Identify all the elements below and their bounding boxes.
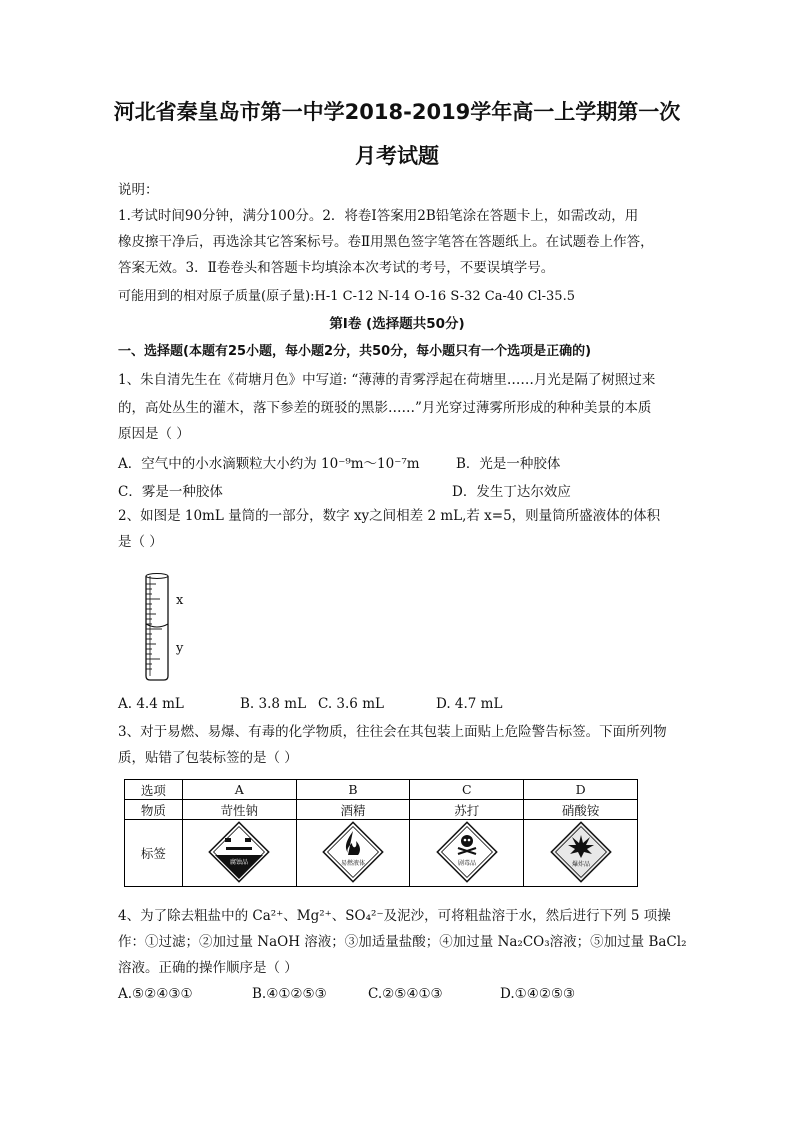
- label-cell-a: [182, 820, 296, 887]
- q4-option-d: D.①④②⑤③: [500, 986, 576, 1002]
- q2-text-2: 是（ ）: [118, 534, 163, 550]
- mark-x: x: [176, 593, 184, 608]
- explosive-label-icon: [550, 821, 612, 883]
- q4-text-2: 作：①过滤；②加过量 NaOH 溶液；③加适量盐酸；④加过量 Na₂CO₃溶液；⑤加过量 BaCl₂: [118, 934, 687, 950]
- hazard-label-table: [124, 779, 638, 887]
- label-text-a: 腐蚀品: [230, 858, 249, 866]
- row-label-option: 选项: [125, 780, 183, 800]
- substance-b: 酒精: [296, 800, 410, 820]
- q4-option-a: A.⑤②④③①: [118, 986, 193, 1002]
- row-label-tag: 标签: [125, 820, 183, 887]
- q2-option-a: A. 4.4 mL: [118, 696, 184, 712]
- q1-option-a: A．空气中的小水滴颗粒大小约为 10⁻⁹m～10⁻⁷m: [118, 456, 420, 472]
- q2-option-c: C. 3.6 mL: [318, 696, 384, 712]
- q2-text-1: 2、如图是 10mL 量筒的一部分，数字 xy之间相差 2 mL,若 x=5，则量筒所盛液体的体积: [118, 508, 661, 524]
- page-title-line2: 月考试题: [355, 144, 439, 168]
- section-heading: 一、选择题(本题有25小题，每小题2分，共50分，每小题只有一个选项是正确的): [118, 344, 592, 359]
- q1-option-d: D．发生丁达尔效应: [452, 484, 571, 500]
- substance-c: 苏打: [410, 800, 524, 820]
- label-text-c: 剧毒品: [457, 859, 476, 867]
- graduated-cylinder-figure: [138, 572, 208, 688]
- q1-option-b: B．光是一种胶体: [456, 456, 561, 472]
- intro-text-1: 1.考试时间90分钟，满分100分。2．将卷Ⅰ答案用2B铅笔涂在答题卡上，如需改动，用: [118, 208, 639, 224]
- flammable-liquid-label-icon: [322, 821, 384, 883]
- corrosive-label-icon: [208, 821, 270, 883]
- volume-heading: 第Ⅰ卷 (选择题共50分): [329, 316, 465, 332]
- intro-text-3: 答案无效。3．Ⅱ卷卷头和答题卡均填涂本次考试的考号，不要误填学号。: [118, 260, 555, 276]
- option-a-header: A: [182, 780, 296, 800]
- q3-text-2: 质，贴错了包装标签的是（ ）: [118, 750, 298, 766]
- toxic-label-icon: [436, 821, 498, 883]
- q4-option-b: B.④①②⑤③: [252, 986, 327, 1002]
- q1-text-3: 原因是（ ）: [118, 426, 190, 442]
- option-b-header: B: [296, 780, 410, 800]
- intro-text-2: 橡皮擦干净后，再选涂其它答案标号。卷Ⅱ用黑色签字笔答在答题纸上。在试题卷上作答，: [118, 234, 654, 250]
- option-d-header: D: [524, 780, 638, 800]
- q2-option-d: D. 4.7 mL: [436, 696, 503, 712]
- q4-text-1: 4、为了除去粗盐中的 Ca²⁺、Mg²⁺、SO₄²⁻及泥沙，可将粗盐溶于水，然后进行下列 5 项操: [118, 908, 671, 924]
- label-text-d: 爆炸品: [571, 860, 590, 868]
- label-cell-b: [296, 820, 410, 887]
- option-c-header: C: [410, 780, 524, 800]
- row-label-substance: 物质: [125, 800, 183, 820]
- q1-option-c: C．雾是一种胶体: [118, 484, 223, 500]
- page-title: 河北省秦皇岛市第一中学2018-2019学年高一上学期第一次: [113, 100, 681, 124]
- mark-y: y: [176, 641, 184, 656]
- intro-heading: 说明：: [118, 182, 159, 198]
- q4-text-3: 溶液。正确的操作顺序是（ ）: [118, 960, 298, 976]
- q2-option-b: B. 3.8 mL: [240, 696, 307, 712]
- label-cell-c: [410, 820, 524, 887]
- q1-text-2: 的，高处丛生的灌木，落下参差的斑驳的黑影……”月光穿过薄雾所形成的种种美景的本质: [118, 400, 652, 416]
- atomic-masses: 可能用到的相对原子质量(原子量):H-1 C-12 N-14 O-16 S-32 Ca-40 Cl-35.5: [118, 289, 575, 304]
- substance-a: 苛性钠: [182, 800, 296, 820]
- label-cell-d: [524, 820, 638, 887]
- graduated-cylinder-icon: [138, 572, 208, 684]
- q4-option-c: C.②⑤④①③: [368, 986, 443, 1002]
- substance-d: 硝酸铵: [524, 800, 638, 820]
- label-text-b: 易燃液体: [340, 859, 365, 867]
- q1-text-1: 1、朱自清先生在《荷塘月色》中写道: “薄薄的青雾浮起在荷塘里……月光是隔了树照过来: [118, 372, 656, 388]
- q3-text-1: 3、对于易燃、易爆、有毒的化学物质，往往会在其包装上面贴上危险警告标签。下面所列物: [118, 724, 667, 740]
